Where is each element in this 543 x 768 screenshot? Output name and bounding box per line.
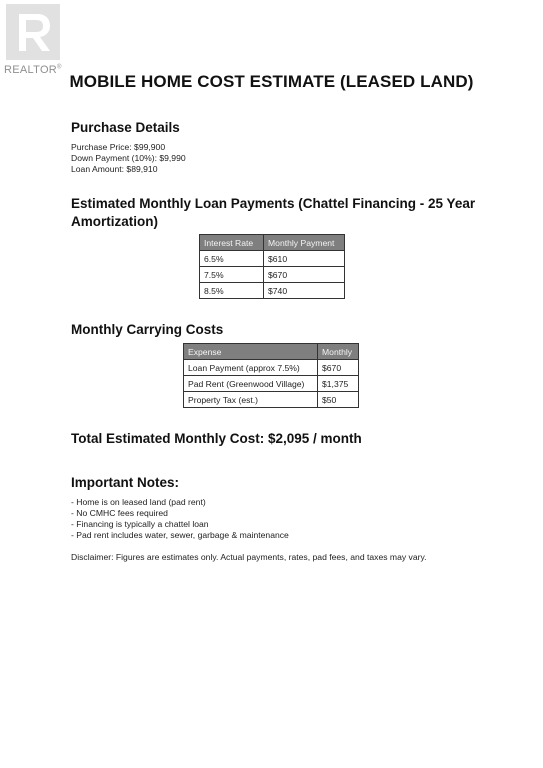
page-title: MOBILE HOME COST ESTIMATE (LEASED LAND) <box>69 72 474 91</box>
purchase-details-list <box>71 142 186 175</box>
expense-cell: Pad Rent (Greenwood Village) <box>184 376 318 392</box>
list-item: - Pad rent includes water, sewer, garbage & maintenance <box>71 530 289 540</box>
list-item: - Home is on leased land (pad rent) <box>71 497 206 507</box>
expense-cell: Loan Payment (approx 7.5%) <box>184 360 318 376</box>
col-expense: Expense <box>184 344 318 360</box>
list-item: - No CMHC fees required <box>71 508 168 518</box>
realtor-logo <box>4 4 62 76</box>
amount-cell: $50 <box>318 392 359 408</box>
table-row <box>184 392 359 408</box>
payment-cell: $610 <box>264 251 345 267</box>
rate-cell: 7.5% <box>200 267 264 283</box>
col-interest-rate: Interest Rate <box>200 235 264 251</box>
carrying-costs-table <box>183 343 359 408</box>
table-row <box>184 360 359 376</box>
amount-cell: $670 <box>318 360 359 376</box>
loan-payments-heading-line2: Amortization) <box>71 214 158 229</box>
col-monthly: Monthly <box>318 344 359 360</box>
important-notes-heading: Important Notes: <box>71 475 179 490</box>
payment-cell: $740 <box>264 283 345 299</box>
table-row <box>184 376 359 392</box>
list-item: - Financing is typically a chattel loan <box>71 519 209 529</box>
table-row <box>200 267 345 283</box>
important-notes-list <box>71 497 289 541</box>
carrying-costs-heading: Monthly Carrying Costs <box>71 322 224 337</box>
loan-payments-heading <box>71 195 475 231</box>
realtor-r-icon <box>6 4 60 60</box>
total-monthly-cost: Total Estimated Monthly Cost: $2,095 / month <box>71 431 362 446</box>
loan-payments-heading-line1: Estimated Monthly Loan Payments (Chattel Financing - 25 Year <box>71 196 476 211</box>
rate-cell: 8.5% <box>200 283 264 299</box>
table-row <box>200 251 345 267</box>
disclaimer: Disclaimer: Figures are estimates only. Actual payments, rates, pad fees, and taxes may vary. <box>71 552 427 562</box>
purchase-details-heading: Purchase Details <box>71 120 180 135</box>
loan-payments-table <box>199 234 345 299</box>
rate-cell: 6.5% <box>200 251 264 267</box>
down-payment-line: Down Payment (10%): $9,990 <box>71 153 186 163</box>
col-monthly-payment: Monthly Payment <box>264 235 345 251</box>
purchase-price-line: Purchase Price: $99,900 <box>71 142 166 152</box>
loan-amount-line: Loan Amount: $89,910 <box>71 164 158 174</box>
realtor-logo-text: REALTOR® <box>4 64 62 76</box>
table-row <box>200 283 345 299</box>
amount-cell: $1,375 <box>318 376 359 392</box>
expense-cell: Property Tax (est.) <box>184 392 318 408</box>
payment-cell: $670 <box>264 267 345 283</box>
